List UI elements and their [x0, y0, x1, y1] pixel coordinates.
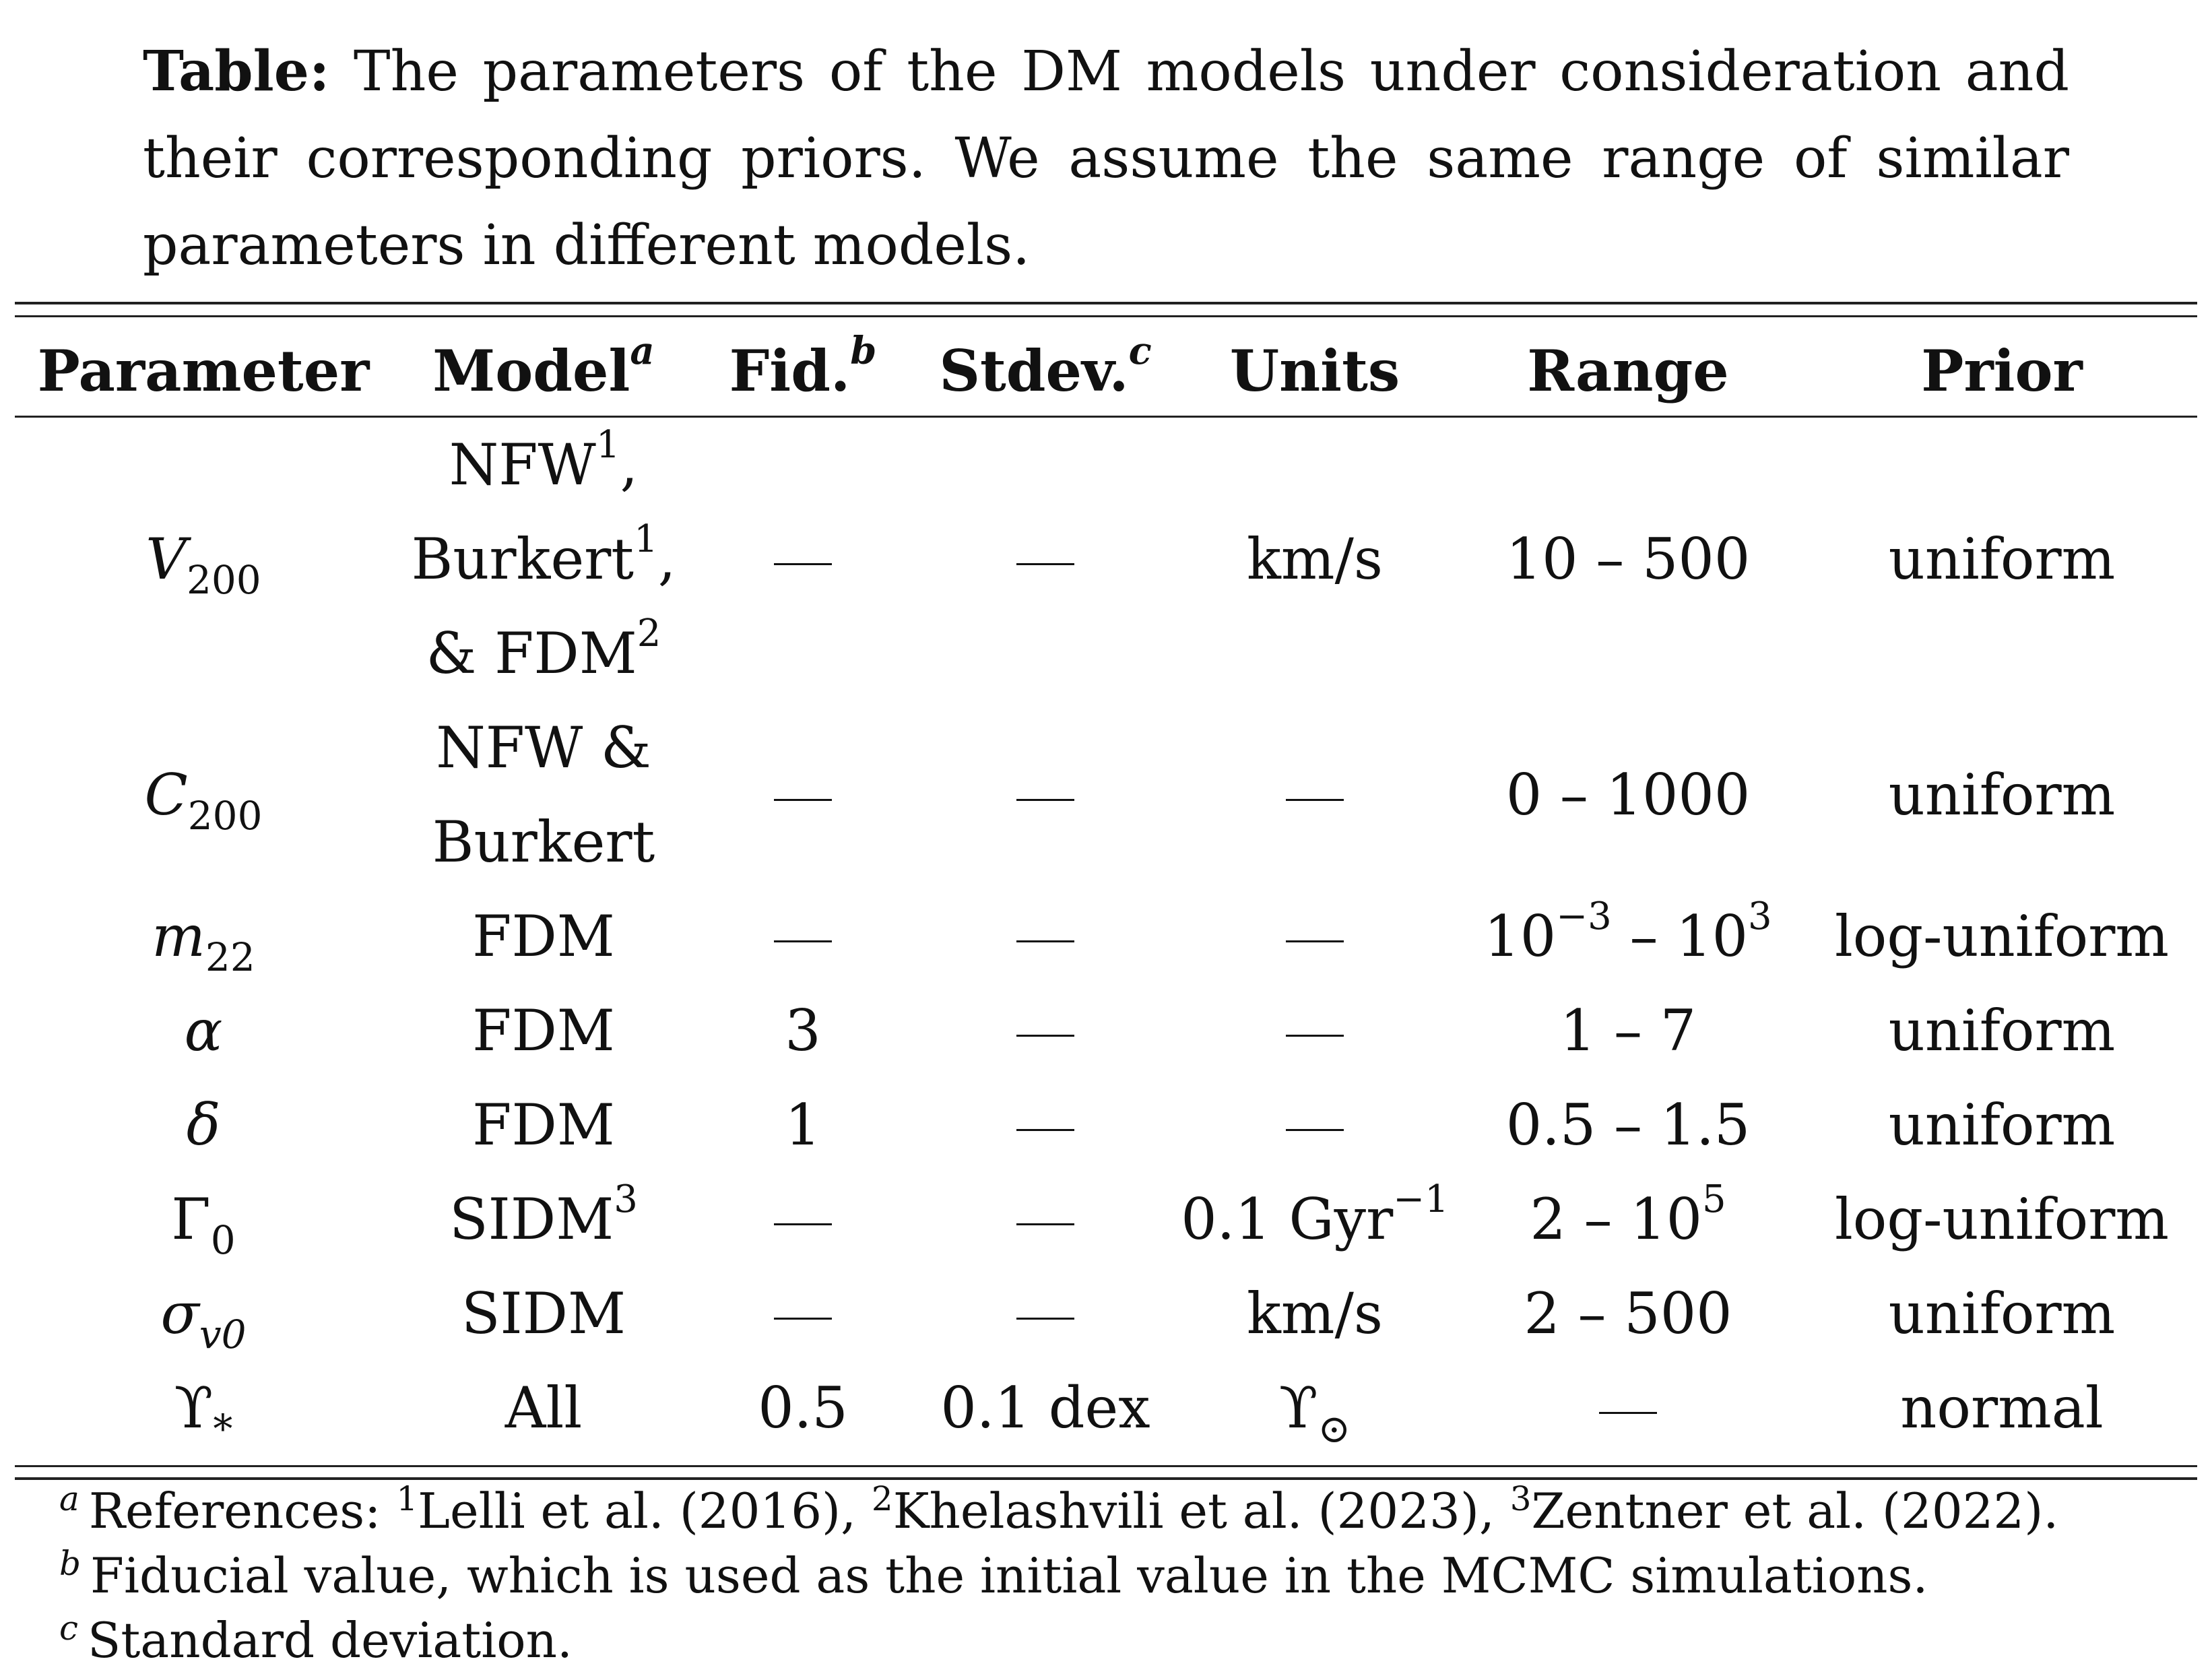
header-fid: Fid.$^b$: [729, 328, 877, 404]
empty-dash: [1286, 940, 1344, 942]
footnote-c: $^c$ Standard deviation.: [59, 1609, 573, 1669]
cell-param: $\sigma_{v0}$: [160, 1281, 247, 1357]
cell-param: $ϒ_*$: [174, 1375, 233, 1452]
cell-stdev: [911, 1172, 1180, 1266]
footnote-a: $^a$ References: $^1$Lelli et al. (2016), $^2$Khelashvili et al. (2023), $^3$Zentner et al. (2022).: [59, 1479, 2059, 1539]
cell-param: $\Gamma_0$: [171, 1186, 236, 1263]
cell-range: 1 – 7: [1559, 998, 1697, 1064]
empty-dash: [774, 1318, 832, 1320]
cell-range: 2 – 500: [1524, 1281, 1732, 1347]
cell-prior: uniform: [1888, 526, 2116, 592]
cell-stdev: [911, 1266, 1180, 1361]
cell-model: SIDM: [461, 1281, 626, 1347]
empty-dash: [1016, 1318, 1074, 1320]
cell-fid: 3: [785, 998, 821, 1064]
header-parameter: Parameter: [37, 337, 370, 404]
cell-units: [1180, 983, 1450, 1078]
cell-range: 0 – 1000: [1505, 762, 1751, 828]
cell-units: $ϒ_⊙$: [1278, 1375, 1351, 1452]
empty-dash: [1286, 799, 1344, 801]
empty-dash: [774, 940, 832, 942]
table-row: [15, 983, 2197, 1078]
empty-dash: [1016, 940, 1074, 942]
header-model: Model$^a$: [432, 328, 655, 404]
header-range: Range: [1527, 337, 1729, 404]
table-header-row: [15, 323, 2197, 418]
empty-dash: [774, 563, 832, 565]
cell-model: NFW & Burkert: [432, 715, 655, 875]
cell-model: All: [505, 1375, 583, 1441]
empty-dash: [1286, 1129, 1344, 1131]
cell-range: $10^{-3} - 10^3$: [1484, 895, 1772, 969]
cell-range: 0.5 – 1.5: [1505, 1092, 1751, 1158]
cell-units: 0.1 Gyr$^{-1}$: [1181, 1177, 1449, 1252]
cell-prior: normal: [1900, 1375, 2104, 1441]
cell-range: $2 - 10^5$: [1530, 1177, 1726, 1252]
parameters-table: [15, 323, 2197, 1455]
cell-prior: uniform: [1888, 998, 2116, 1064]
cell-prior: log-uniform: [1834, 903, 2170, 969]
cell-stdev: [911, 983, 1180, 1078]
cell-param: δ: [186, 1092, 221, 1158]
top-rule-inner: [15, 315, 2197, 317]
cell-fid: [695, 418, 911, 701]
header-units: Units: [1229, 337, 1400, 404]
cell-fid: [695, 889, 911, 983]
cell-fid: [695, 1266, 911, 1361]
cell-param: $C_{200}$: [144, 762, 263, 839]
cell-range: [1450, 1361, 1807, 1455]
top-rule-outer: [15, 302, 2197, 304]
cell-units: km/s: [1247, 526, 1383, 592]
cell-param: $V_{200}$: [145, 526, 261, 603]
cell-prior: log-uniform: [1834, 1186, 2170, 1252]
table-row: [15, 889, 2197, 983]
caption-text: The parameters of the DM models under consideration and their corresponding priors. We assume the same range of similar parameters in different models.: [143, 40, 2069, 278]
table-row: [15, 1361, 2197, 1455]
cell-fid: 1: [785, 1092, 821, 1158]
empty-dash: [1016, 1129, 1074, 1131]
cell-stdev: [911, 701, 1180, 889]
bottom-rule-inner: [15, 1465, 2197, 1467]
cell-model: SIDM$^3$: [449, 1177, 638, 1252]
table-footnotes: [59, 1479, 2058, 1673]
cell-prior: uniform: [1888, 1281, 2116, 1347]
empty-dash: [1016, 1223, 1074, 1225]
cell-units: km/s: [1247, 1281, 1383, 1347]
cell-range: 10 – 500: [1505, 526, 1751, 592]
empty-dash: [1599, 1412, 1657, 1414]
cell-prior: uniform: [1888, 762, 2116, 828]
cell-fid: [695, 1172, 911, 1266]
empty-dash: [1016, 563, 1074, 565]
cell-units: [1180, 889, 1450, 983]
header-prior: Prior: [1921, 337, 2083, 404]
cell-model: FDM: [472, 903, 615, 969]
cell-fid: 0.5: [758, 1375, 848, 1441]
cell-stdev: [911, 889, 1180, 983]
cell-stdev: [911, 418, 1180, 701]
empty-dash: [1016, 799, 1074, 801]
cell-stdev: [911, 1078, 1180, 1172]
cell-param: α: [184, 998, 223, 1064]
empty-dash: [774, 1223, 832, 1225]
cell-model: FDM: [472, 998, 615, 1064]
cell-prior: uniform: [1888, 1092, 2116, 1158]
empty-dash: [1286, 1035, 1344, 1037]
caption-label: Table:: [143, 39, 330, 104]
table-row: [15, 1078, 2197, 1172]
table-row: [15, 701, 2197, 889]
empty-dash: [1016, 1035, 1074, 1037]
cell-units: [1180, 1078, 1450, 1172]
cell-model: NFW$^1$, Burkert$^1$, & FDM$^2$: [411, 423, 676, 686]
cell-param: $m_{22}$: [152, 903, 255, 980]
cell-units: [1180, 701, 1450, 889]
table-caption: [143, 28, 2069, 289]
empty-dash: [774, 799, 832, 801]
table-row: [15, 1266, 2197, 1361]
header-stdev: Stdev.$^c$: [939, 328, 1152, 404]
cell-model: FDM: [472, 1092, 615, 1158]
cell-fid: [695, 701, 911, 889]
footnote-b: $^b$ Fiducial value, which is used as the initial value in the MCMC simulations.: [59, 1544, 1928, 1604]
table-row: [15, 1172, 2197, 1266]
cell-stdev: 0.1 dex: [940, 1375, 1150, 1441]
table-row: [15, 418, 2197, 701]
